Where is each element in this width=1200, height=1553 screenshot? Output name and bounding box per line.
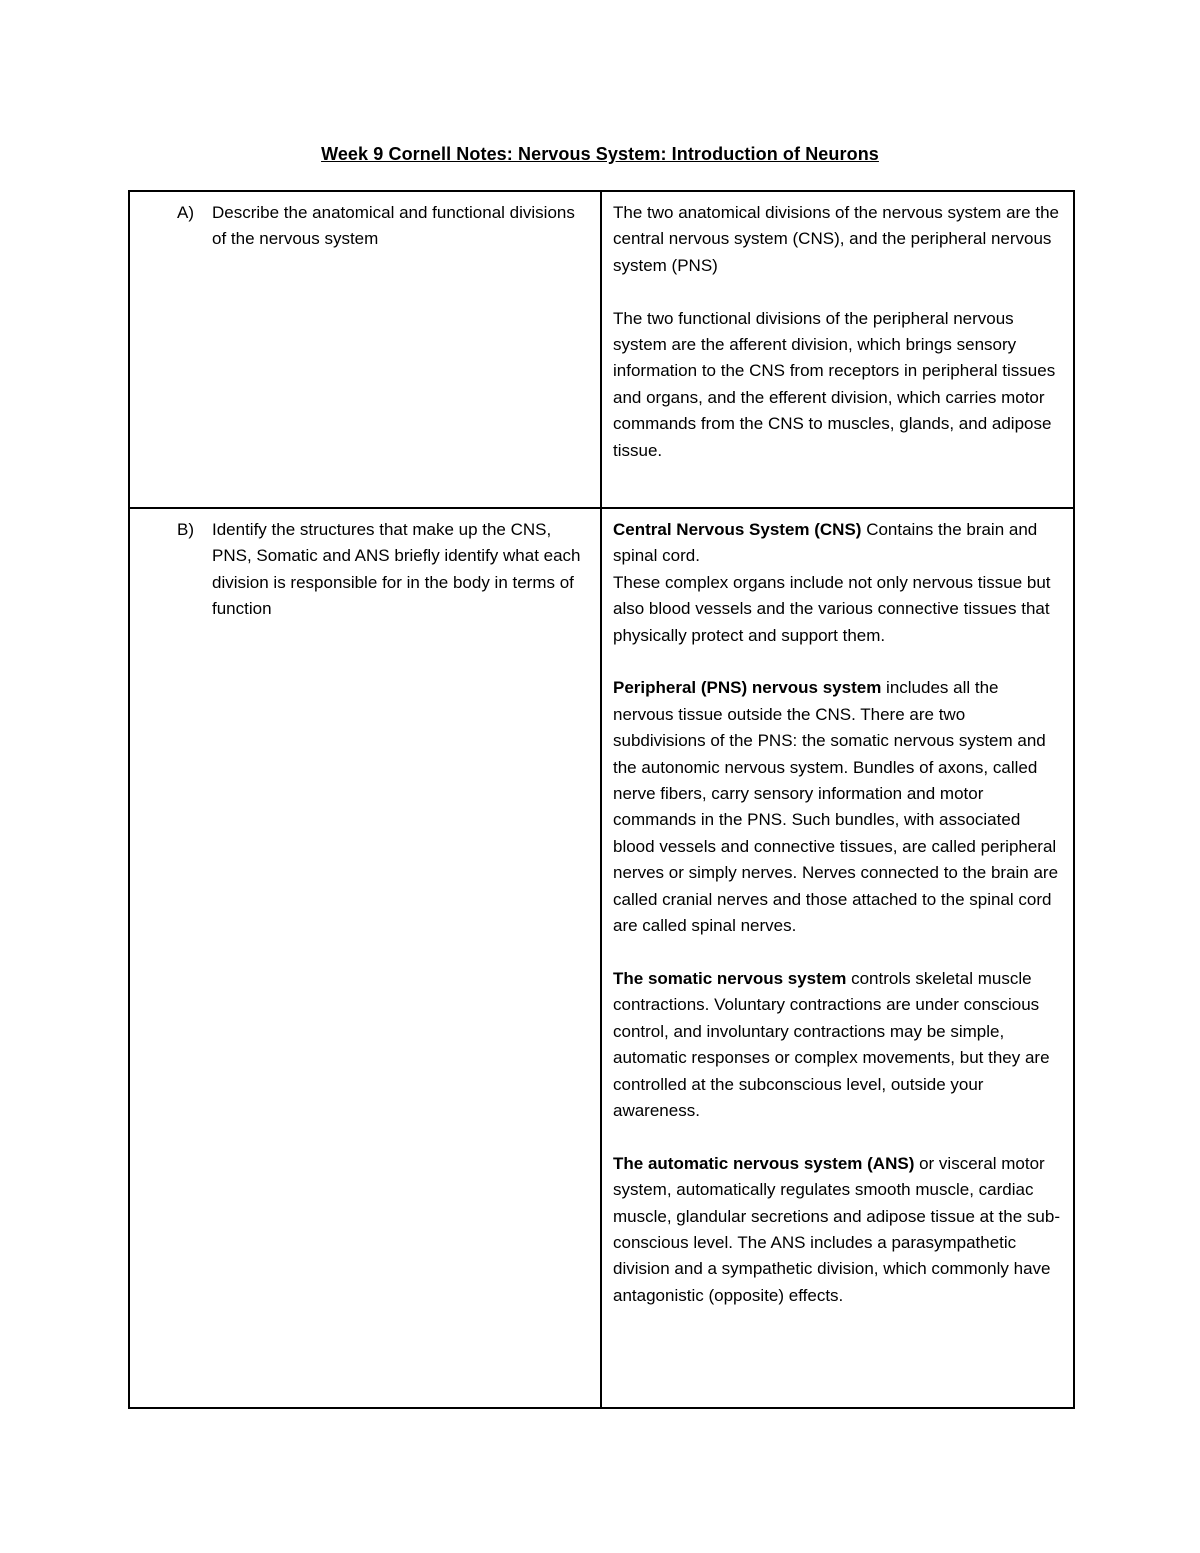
answer-b-somatic bbox=[613, 966, 1061, 1124]
question-cell-b bbox=[130, 509, 602, 1407]
cornell-notes-table bbox=[128, 190, 1075, 1409]
somatic-description: controls skeletal muscle contractions. Voluntary contractions are under conscious control, and involuntary contractions may be simple, automatic responses or complex movements, but they are controlled at the subconscious level, outside your awareness. bbox=[613, 968, 1050, 1120]
cns-description: Contains the brain and spinal cord. bbox=[613, 520, 1038, 566]
answer-b-pns bbox=[613, 675, 1061, 939]
question-a bbox=[130, 200, 590, 253]
page-title: Week 9 Cornell Notes: Nervous System: Introduction of Neurons bbox=[321, 144, 879, 164]
pns-description: includes all the nervous tissue outside the CNS. There are two subdivisions of the PNS: the somatic nervous system and the autonomic nervous system. Bundles of axons, called nerve fibers, carry sensory information and motor commands in the PNS. Such bundles, with associated blood vessels and connective tissues, are called peripheral nerves or simply nerves. Nerves connected to the brain are called cranial nerves and those attached to the spinal cord are called spinal nerves. bbox=[613, 678, 1059, 936]
answer-b-ans bbox=[613, 1151, 1061, 1309]
pns-term: Peripheral (PNS) nervous system bbox=[613, 678, 882, 698]
question-text-a: Describe the anatomical and functional divisions of the nervous system bbox=[212, 203, 575, 249]
answer-b-cns-detail: These complex organs include not only nervous tissue but also blood vessels and the various connective tissues that physically protect and support them. bbox=[613, 572, 1051, 645]
somatic-term: The somatic nervous system bbox=[613, 968, 847, 988]
question-letter-a: A) bbox=[177, 203, 194, 222]
answer-b-cns bbox=[613, 517, 1061, 570]
question-text-b: Identify the structures that make up the CNS, PNS, Somatic and ANS briefly identify what each division is responsible for in the body in terms of function bbox=[212, 520, 581, 619]
question-cell-a bbox=[130, 192, 602, 507]
answer-a-anatomical: The two anatomical divisions of the nervous system are the central nervous system (CNS), and the peripheral nervous system (PNS) bbox=[613, 203, 1059, 275]
question-letter-b: B) bbox=[177, 520, 194, 539]
cns-term: Central Nervous System (CNS) bbox=[613, 520, 862, 539]
question-b bbox=[130, 517, 590, 623]
answer-cell-b bbox=[602, 509, 1073, 1407]
notes-row-a bbox=[130, 192, 1073, 509]
answer-a-functional: The two functional divisions of the peripheral nervous system are the afferent division, which brings sensory information to the CNS from receptors in peripheral tissues and organs, and the efferent division, which carries motor commands from the CNS to muscles, glands, and adipose tissue. bbox=[613, 308, 1056, 460]
notes-row-b bbox=[130, 509, 1073, 1407]
ans-description: or visceral motor system, automatically regulates smooth muscle, cardiac muscle, glandular secretions and adipose tissue at the sub-conscious level. The ANS includes a parasympathetic division and a sympathetic division, which commonly have antagonistic (opposite) effects. bbox=[613, 1153, 1060, 1305]
ans-term: The automatic nervous system (ANS) bbox=[613, 1153, 915, 1173]
answer-cell-a bbox=[602, 192, 1073, 507]
